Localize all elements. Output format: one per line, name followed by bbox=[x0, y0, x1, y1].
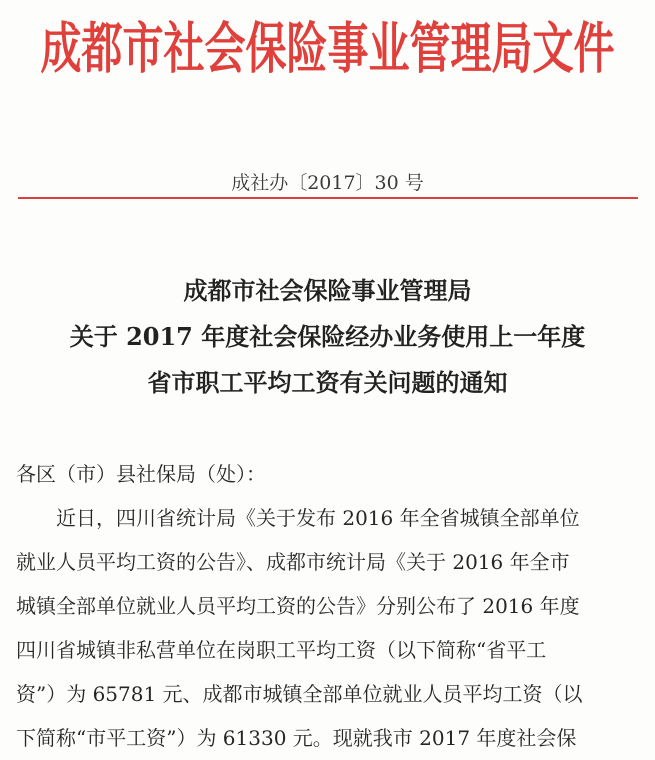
body-paragraph bbox=[16, 496, 626, 760]
paragraph-line: 资”）为 65781 元、成都市城镇全部单位就业人员平均工资（以 bbox=[16, 682, 583, 706]
notice-title-line: 省市职工平均工资有关问题的通知 bbox=[147, 368, 508, 397]
paragraph-line: 下简称“市平工资”）为 61330 元。现就我市 2017 年度社会保 bbox=[16, 726, 577, 750]
document-body bbox=[16, 452, 626, 760]
paragraph-line: 四川省城镇非私营单位在岗职工平均工资（以下简称“省平工 bbox=[16, 638, 547, 662]
red-divider-line bbox=[18, 197, 638, 199]
notice-title-line: 成都市社会保险事业管理局 bbox=[183, 276, 472, 305]
document-header-title: 成都市社会保险事业管理局文件 bbox=[40, 16, 615, 81]
notice-title-line: 关于 2017 年度社会保险经办业务使用上一年度 bbox=[69, 322, 586, 351]
paragraph-line: 就业人员平均工资的公告》、成都市统计局《关于 2016 年全市 bbox=[16, 550, 570, 574]
notice-title bbox=[0, 268, 655, 406]
paragraph-line: 近日，四川省统计局《关于发布 2016 年全省城镇全部单位 bbox=[56, 506, 580, 530]
salutation: 各区（市）县社保局（处）： bbox=[16, 462, 266, 486]
document-number: 成社办〔2017〕30 号 bbox=[231, 172, 424, 194]
paragraph-line: 城镇全部单位就业人员平均工资的公告》分别公布了 2016 年度 bbox=[16, 594, 580, 618]
